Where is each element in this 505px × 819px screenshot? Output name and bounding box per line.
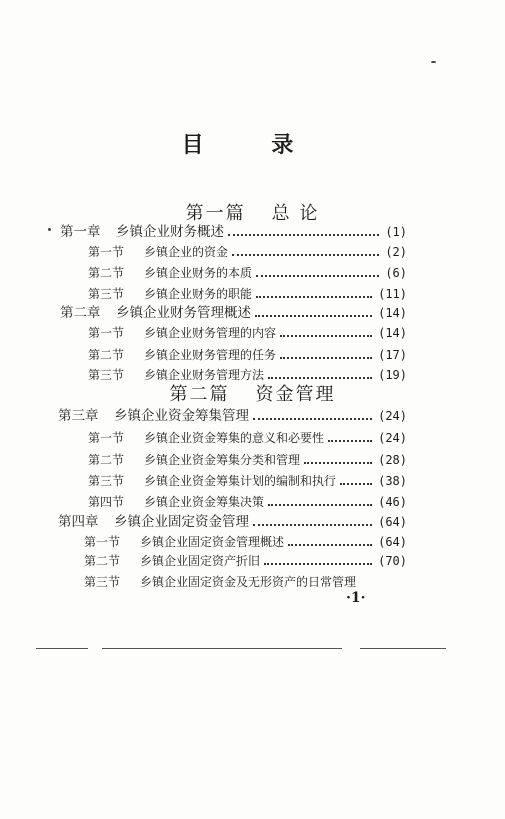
section-number: 第三节 <box>84 575 121 589</box>
section-title: 乡镇企业财务的本质 <box>144 266 253 280</box>
page-ref: (24) <box>378 431 407 445</box>
section-number: 第三节 <box>88 474 125 488</box>
section-number: 第一节 <box>88 431 125 445</box>
page-ref: (64) <box>378 535 407 549</box>
dot-leader <box>255 315 372 317</box>
page-ref: (14) <box>378 306 407 320</box>
page-ref: (64) <box>378 515 407 529</box>
page-ref: (2) <box>385 245 407 259</box>
section-title: 乡镇企业固定资金管理概述 <box>140 535 285 549</box>
section-number: 第二节 <box>88 453 125 467</box>
part-name: 总 论 <box>271 203 320 224</box>
section-title: 乡镇企业财务管理的内容 <box>144 326 277 340</box>
toc-section <box>88 282 407 302</box>
page-number: ·1· <box>346 590 366 606</box>
dot-leader <box>253 418 372 420</box>
page-ref: (19) <box>378 368 407 382</box>
section-number: 第四节 <box>88 495 125 509</box>
part-label: 第一篇 <box>185 203 246 224</box>
toc-section <box>88 343 407 363</box>
toc-chapter <box>58 510 407 530</box>
section-number: 第一节 <box>84 535 121 549</box>
scan-speck <box>48 228 51 231</box>
section-number: 第二节 <box>88 348 125 362</box>
page-ref: (28) <box>378 453 407 467</box>
section-title: 乡镇企业固定资金及无形资产的日常管理 <box>140 575 357 589</box>
dot-leader <box>280 335 372 337</box>
bottom-rule <box>102 648 342 649</box>
dot-leader <box>256 275 379 277</box>
toc-section <box>84 530 407 550</box>
section-number: 第一节 <box>88 245 125 259</box>
dot-leader <box>280 357 372 359</box>
section-title: 乡镇企业资金筹集计划的编制和执行 <box>144 474 337 488</box>
toc-section <box>84 549 407 569</box>
toc-section <box>88 240 407 260</box>
chapter-number: 第四章 <box>58 514 99 530</box>
section-number: 第一节 <box>88 326 125 340</box>
part-label: 第二篇 <box>169 384 230 405</box>
page-ref: (46) <box>378 495 407 509</box>
dot-leader <box>268 504 372 506</box>
part-name: 资金管理 <box>255 384 336 405</box>
toc-section <box>84 570 445 590</box>
toc-section <box>88 261 407 281</box>
toc-section <box>88 448 407 468</box>
page-ref: (24) <box>378 409 407 423</box>
dot-leader <box>340 483 372 485</box>
chapter-number: 第三章 <box>58 408 99 424</box>
chapter-number: 第一章 <box>60 224 101 240</box>
section-number: 第二节 <box>84 554 121 568</box>
dot-leader <box>304 462 372 464</box>
section-title: 乡镇企业资金筹集的意义和必要性 <box>144 431 325 445</box>
chapter-number: 第二章 <box>60 305 101 321</box>
dot-leader <box>288 544 372 546</box>
page-ref: (17) <box>378 348 407 362</box>
chapter-title: 乡镇企业固定资金管理 <box>114 514 249 530</box>
section-title: 乡镇企业的资金 <box>144 245 229 259</box>
page-ref: (6) <box>385 266 407 280</box>
page-ref: (14) <box>378 326 407 340</box>
page-ref: (38) <box>378 474 407 488</box>
dot-leader <box>253 524 372 526</box>
page-title: 目 录 <box>181 132 324 158</box>
dot-leader <box>228 234 379 236</box>
section-title: 乡镇企业资金筹集分类和管理 <box>144 453 301 467</box>
chapter-title: 乡镇企业财务概述 <box>116 224 224 240</box>
section-title: 乡镇企业资金筹集决策 <box>144 495 265 509</box>
dot-leader <box>232 254 379 256</box>
toc-chapter <box>60 301 407 321</box>
toc-section <box>88 490 407 510</box>
toc-section <box>88 469 407 489</box>
dot-leader <box>264 563 372 565</box>
bottom-rule <box>36 648 88 649</box>
page-ref: (70) <box>378 554 407 568</box>
bottom-rule <box>360 648 446 649</box>
section-title: 乡镇企业财务管理方法 <box>144 368 265 382</box>
toc-chapter <box>58 404 407 424</box>
dot-leader <box>268 377 372 379</box>
scan-speck <box>431 61 436 63</box>
chapter-title: 乡镇企业资金筹集管理 <box>114 408 249 424</box>
section-title: 乡镇企业固定资产折旧 <box>140 554 261 568</box>
section-number: 第三节 <box>88 287 125 301</box>
section-title: 乡镇企业财务的职能 <box>144 287 253 301</box>
part-heading <box>0 380 505 406</box>
toc-chapter <box>60 220 407 240</box>
page-ref: (1) <box>385 225 407 239</box>
toc-section <box>88 321 407 341</box>
section-number: 第三节 <box>88 368 125 382</box>
chapter-title: 乡镇企业财务管理概述 <box>116 305 251 321</box>
toc-section <box>88 426 407 446</box>
dot-leader <box>256 296 372 298</box>
section-number: 第二节 <box>88 266 125 280</box>
dot-leader <box>328 440 372 442</box>
page-ref: (11) <box>378 287 407 301</box>
section-title: 乡镇企业财务管理的任务 <box>144 348 277 362</box>
